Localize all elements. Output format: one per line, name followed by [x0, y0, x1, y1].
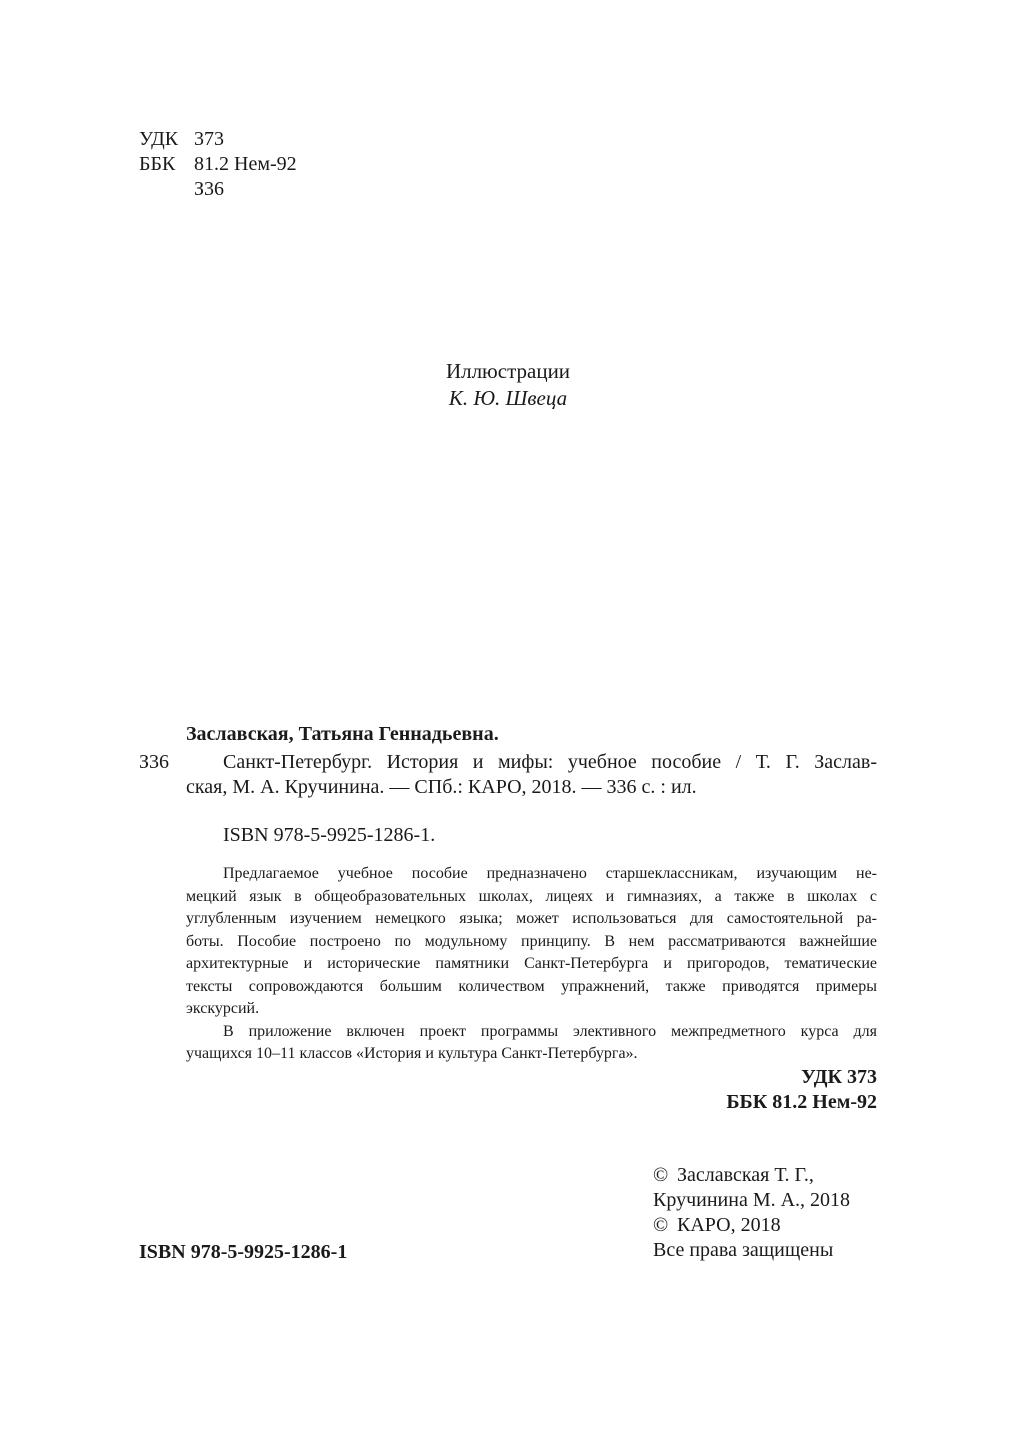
copyright-publisher: КАРО, 2018 [677, 1214, 781, 1236]
udk-row [139, 127, 297, 152]
annotation [186, 863, 877, 1066]
record-author-code: З36 [139, 751, 170, 773]
annotation-line: В приложение включен проект программы элективного межпредметного курса для [223, 1022, 877, 1040]
bbk-row [139, 152, 297, 177]
copyright-row [653, 1213, 850, 1238]
record-title-line-2: ская, М. А. Кручинина. — СПб.: КАРО, 2018. — 336 с. : ил. [186, 776, 697, 798]
isbn-bottom: ISBN 978-5-9925-1286-1 [139, 1241, 348, 1263]
annotation-line: боты. Пособие построено по модульному принципу. В нем рассматриваются важнейшие [186, 932, 877, 950]
bbk-key: ББК [139, 153, 176, 175]
record-isbn: ISBN 978-5-9925-1286-1. [223, 824, 436, 846]
illustrations-credit [0, 358, 1016, 412]
annotation-line: экскурсий. [186, 1000, 260, 1017]
udk-value: 373 [194, 128, 224, 150]
copyright-symbol: © [653, 1164, 669, 1186]
top-classification [139, 127, 297, 202]
copyright-author-1: Заславская Т. Г., [677, 1164, 814, 1186]
classification-udk: УДК 373 [801, 1066, 877, 1088]
author-sign-row [139, 177, 297, 202]
illustrations-label: Иллюстрации [445, 359, 571, 383]
annotation-line: учащихся 10–11 классов «История и культура Санкт-Петербурга». [186, 1045, 638, 1062]
author-sign-key [139, 177, 194, 202]
annotation-line: архитектурные и исторические памятники Санкт-Петербурга и пригородов, тематические [186, 955, 877, 972]
annotation-paragraph-2 [186, 1021, 877, 1066]
record-title-line-1: Санкт-Петербург. История и мифы: учебное пособие / Т. Г. Заслав- [223, 751, 877, 773]
copyright-rights: Все права защищены [653, 1239, 834, 1261]
annotation-line: углубленным изучением немецкого языка; может использоваться для самостоятельной ра- [186, 910, 877, 927]
bbk-value: 81.2 Нем-92 [194, 153, 297, 175]
classification-bbk: ББК 81.2 Нем-92 [726, 1091, 877, 1113]
annotation-paragraph-1 [186, 863, 877, 1021]
copyright-symbol: © [653, 1214, 669, 1236]
annotation-line: мецкий язык в общеобразовательных школах, лицеях и гимназиях, а также в школах с [186, 887, 877, 905]
copyright-row [653, 1163, 850, 1188]
udk-key: УДК [139, 128, 179, 150]
classification-right [600, 1065, 877, 1115]
copyright-row [653, 1238, 850, 1263]
record-author: Заславская, Татьяна Геннадьевна. [186, 723, 499, 745]
illustrations-artist: К. Ю. Швеца [448, 386, 568, 410]
author-sign-value: З36 [194, 178, 225, 200]
copyright-block [653, 1163, 850, 1263]
copyright-author-2: Кручинина М. А., 2018 [653, 1189, 851, 1211]
annotation-line: тексты сопровождаются большим количеством упражнений, также приводятся примеры [186, 977, 877, 995]
copyright-row [653, 1188, 850, 1213]
annotation-line: Предлагаемое учебное пособие предназначено старшеклассникам, изучающим не- [223, 865, 877, 882]
